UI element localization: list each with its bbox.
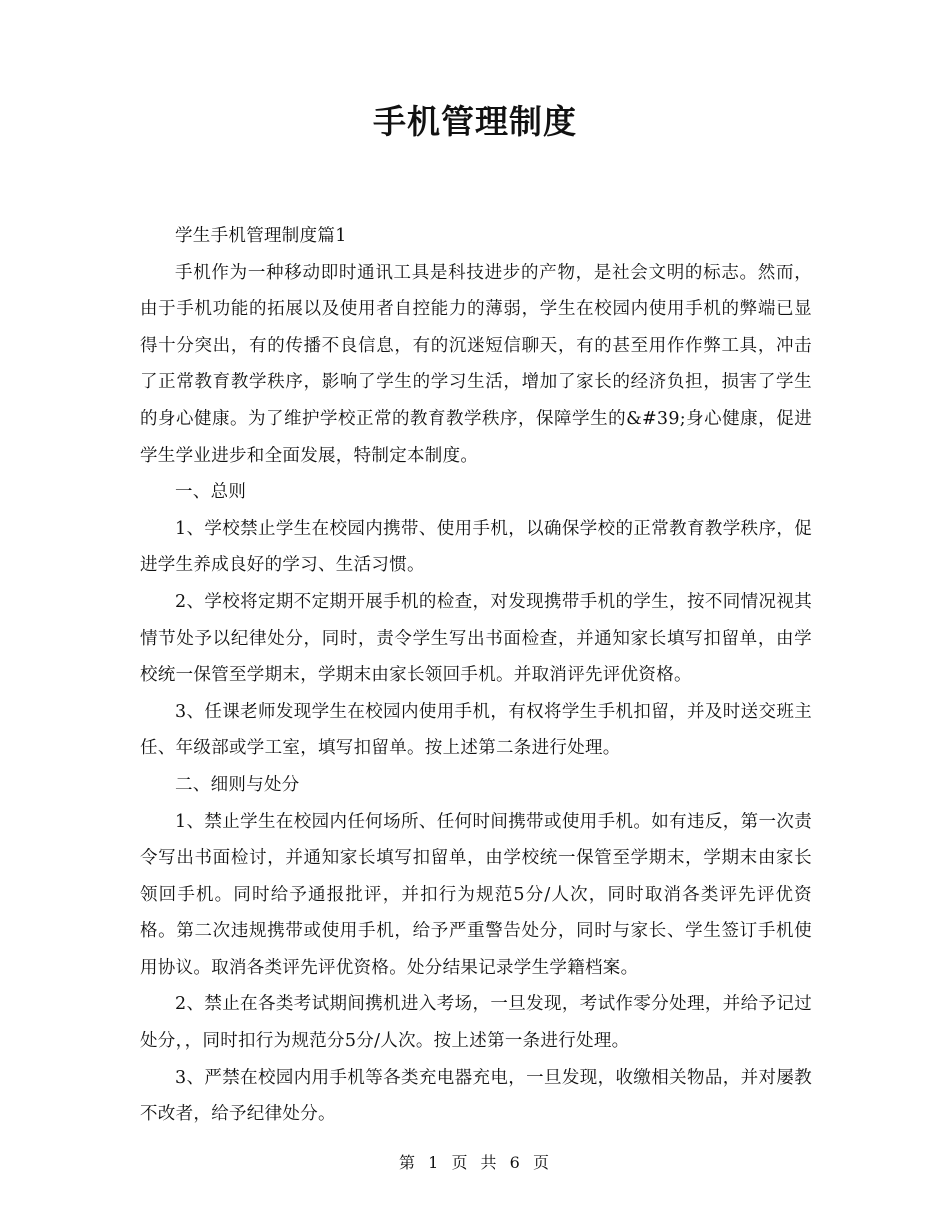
- footer-label-unit-end: 页: [532, 1153, 551, 1172]
- paragraph: 手机作为一种移动即时通讯工具是科技进步的产物，是社会文明的标志。然而，由于手机功能的拓展以及使用者自控能力的薄弱，学生在校园内使用手机的弊端已显得十分突出，有的传播不良信息，有的沉迷短信聊天，有的甚至用作作弊工具，冲击了正常教育教学秩序，影响了学生的学习生活，增加了家长的经济负担，损害了学生的身心健康。为了维护学校正常的教育教学秩序，保障学生的&#39;身心健康，促进学生学业进步和全面发展，特制定本制度。: [140, 262, 812, 466]
- page-footer: [0, 1150, 950, 1173]
- paragraph: 3、任课老师发现学生在校园内使用手机，有权将学生手机扣留，并及时送交班主任、年级部或学工室，填写扣留单。按上述第二条进行处理。: [140, 701, 812, 759]
- paragraph: 2、学校将定期不定期开展手机的检查，对发现携带手机的学生，按不同情况视其情节处予以纪律处分，同时，责令学生写出书面检查，并通知家长填写扣留单，由学校统一保管至学期末，学期末由家长领回手机。并取消评先评优资格。: [140, 591, 812, 686]
- current-page-number: 1: [428, 1153, 441, 1172]
- paragraph: 1、禁止学生在校园内任何场所、任何时间携带或使用手机。如有违反，第一次责令写出书面检讨，并通知家长填写扣留单，由学校统一保管至学期末，学期末由家长领回手机。同时给予通报批评，并扣行为规范5分/人次，同时取消各类评先评优资格。第二次违规携带或使用手机，给予严重警告处分，同时与家长、学生签订手机使用协议。取消各类评先评优资格。处分结果记录学生学籍档案。: [140, 811, 812, 978]
- footer-label-page: 第: [399, 1153, 418, 1172]
- section-heading: 学生手机管理制度篇1: [175, 226, 347, 246]
- total-pages-number: 6: [509, 1153, 522, 1172]
- section-heading: 二、细则与处分: [175, 774, 300, 795]
- document-body: [140, 218, 812, 1133]
- footer-label-total: 共: [480, 1153, 499, 1172]
- paragraph: 1、学校禁止学生在校园内携带、使用手机，以确保学校的正常教育教学秩序，促进学生养成良好的学习、生活习惯。: [140, 518, 812, 576]
- paragraph: 2、禁止在各类考试期间携机进入考场，一旦发现，考试作零分处理，并给予记过处分，，同时扣行为规范分5分/人次。按上述第一条进行处理。: [140, 994, 812, 1052]
- paragraph: 3、严禁在校园内用手机等各类充电器充电，一旦发现，收缴相关物品，并对屡教不改者，给予纪律处分。: [140, 1067, 812, 1125]
- footer-label-unit: 页: [451, 1153, 470, 1172]
- section-heading: 一、总则: [175, 482, 247, 503]
- page-title: 手机管理制度: [373, 102, 577, 141]
